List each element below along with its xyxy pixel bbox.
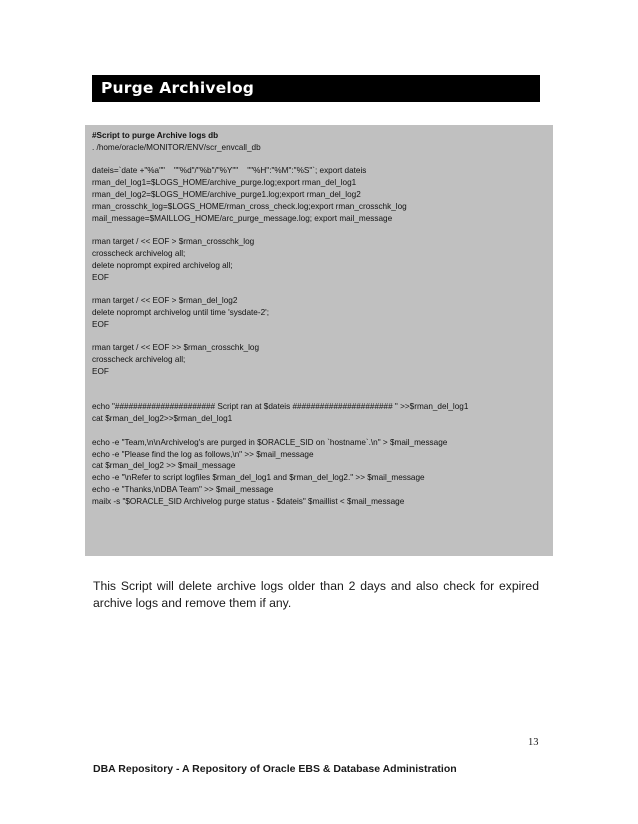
script-line: mail_message=$MAILLOG_HOME/arc_purge_message.log; export mail_message — [92, 213, 393, 223]
script-line: dateis=`date +"%a"" ""%d"/"%b"/"%Y"" ""%H":"%M":"%S"`; export dateis — [92, 166, 367, 176]
script-line: EOF — [92, 366, 109, 376]
script-line — [92, 283, 553, 295]
script-line: rman target / << EOF > $rman_crosschk_log — [92, 237, 255, 247]
script-line: cat $rman_del_log2>>$rman_del_log1 — [92, 414, 233, 424]
script-line: delete noprompt expired archivelog all; — [92, 260, 233, 270]
script-line: echo -e "\nRefer to script logfiles $rman_del_log1 and $rman_del_log2." >> $mail_message — [92, 473, 425, 483]
script-line: EOF — [92, 319, 109, 329]
script-line: echo "###################### Script ran at $dateis ###################### " >>$rman_del_log1 — [92, 402, 469, 412]
page-footer: DBA Repository - A Repository of Oracle EBS & Database Administration — [93, 763, 457, 775]
script-line: EOF — [92, 272, 109, 282]
script-line: rman target / << EOF >> $rman_crosschk_log — [92, 343, 260, 353]
script-line: . /home/oracle/MONITOR/ENV/scr_envcall_db — [92, 142, 261, 152]
script-line: rman target / << EOF > $rman_del_log2 — [92, 296, 238, 306]
script-line: crosscheck archivelog all; — [92, 248, 186, 258]
script-line — [92, 425, 553, 437]
section-title-bar — [92, 75, 540, 102]
script-code-block — [85, 125, 553, 556]
section-title: Purge Archivelog — [101, 79, 255, 97]
script-line: delete noprompt archivelog until time 'sysdate-2'; — [92, 307, 269, 317]
script-line: cat $rman_del_log2 >> $mail_message — [92, 461, 236, 471]
script-line: echo -e "Team,\n\nArchivelog's are purged in $ORACLE_SID on `hostname`.\n" > $mail_message — [92, 437, 448, 447]
script-line — [92, 224, 553, 236]
script-line: rman_del_log2=$LOGS_HOME/archive_purge1.log;export rman_del_log2 — [92, 189, 361, 199]
page-number: 13 — [528, 737, 539, 748]
script-line: rman_del_log1=$LOGS_HOME/archive_purge.log;export rman_del_log1 — [92, 178, 357, 188]
script-line — [92, 378, 553, 390]
script-line: mailx -s "$ORACLE_SID Archivelog purge status - $dateis" $maillist < $mail_message — [92, 496, 405, 506]
script-line: rman_crosschk_log=$LOGS_HOME/rman_cross_check.log;export rman_crosschk_log — [92, 201, 407, 211]
script-line: echo -e "Please find the log as follows,\n" >> $mail_message — [92, 449, 314, 459]
script-line: crosscheck archivelog all; — [92, 355, 186, 365]
script-line: echo -e "Thanks,\nDBA Team" >> $mail_message — [92, 484, 274, 494]
script-line — [92, 154, 553, 166]
script-line — [92, 331, 553, 343]
script-line: #Script to purge Archive logs db — [92, 131, 219, 140]
script-description: This Script will delete archive logs older than 2 days and also check for expired archive logs and remove them if any. — [93, 579, 539, 610]
script-line — [92, 390, 553, 402]
